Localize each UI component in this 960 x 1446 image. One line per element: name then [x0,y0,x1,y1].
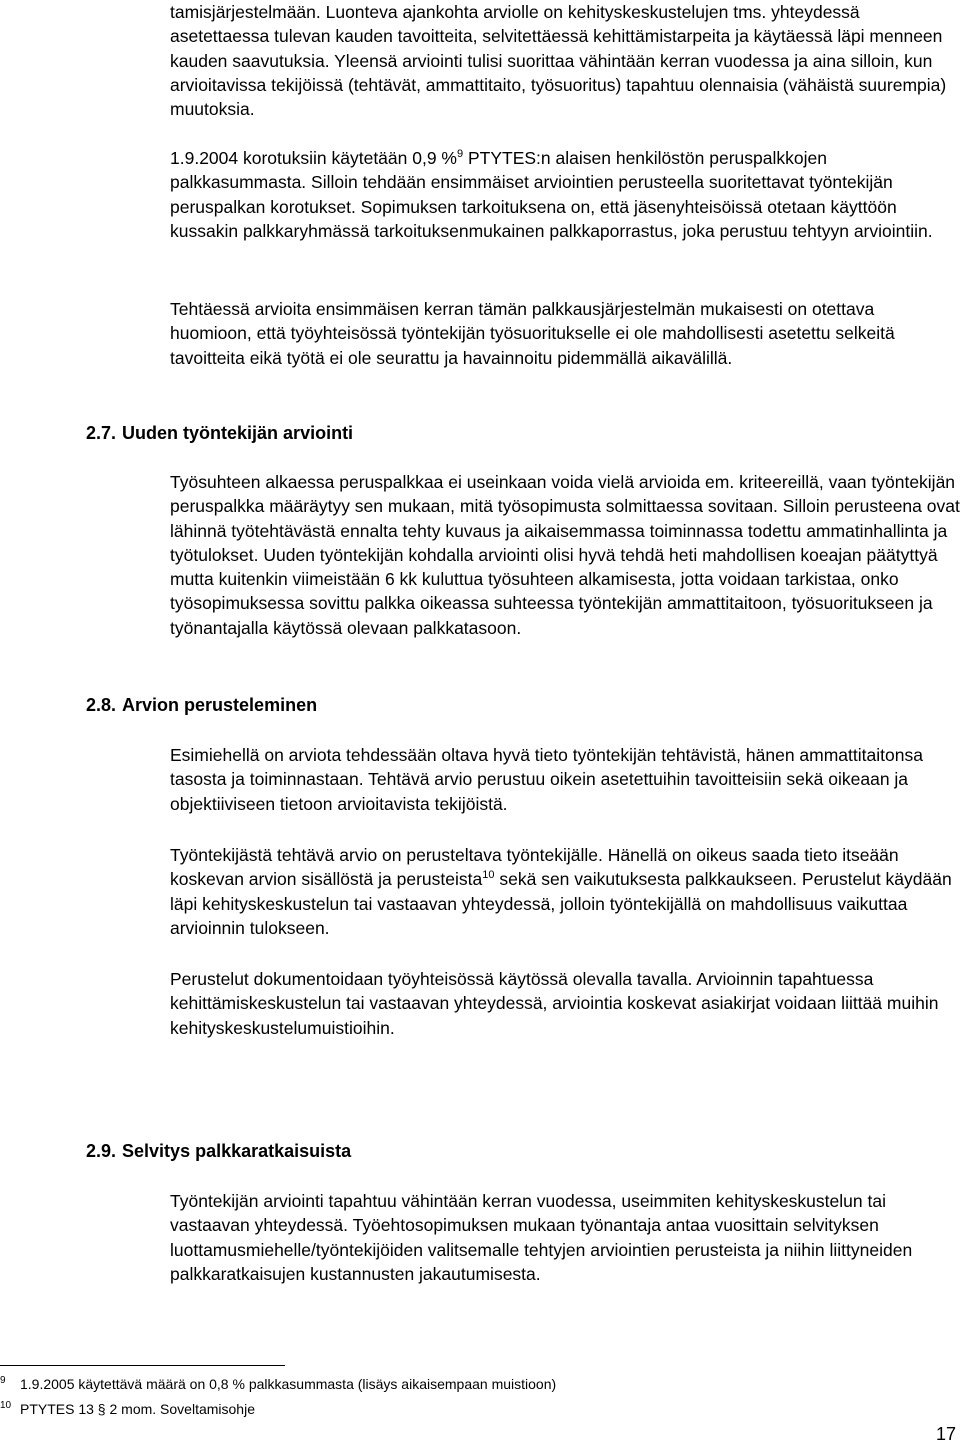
footnote-9 [0,1372,556,1393]
section-2-8-heading [86,693,323,717]
section-2-9-text: Työntekijän arviointi tapahtuu vähintään kerran vuodessa, useimmiten kehityskeskustelun tai vastaavan yhteydessä. Työehtosopimuksen mukaan työnantaja antaa vuosittain selvityksen luottamusmiehelle/työntekijöiden valitsemalle tehtyjen arviointien perusteista ja niihin liittyneiden palkkaratkaisujen kustannusten jakautumisesta. [170,1191,913,1284]
intro-text: tamisjärjestelmään. Luonteva ajankohta arviolle on kehityskeskustelujen tms. yhteydessä asetettaessa tulevan kauden tavoitteita, selvitettäessä kehittämistarpeita ja käytäessä läpi menneen kauden saavutuksia. Yleensä arviointi tulisi suorittaa vähintään kerran vuodessa ja aina silloin, kun arvioitavissa tekijöissä (tehtävät, ammattitaito, työsuoritus) tapahtuu olennaisia (vähäistä suurempia) muutoksia. [170,2,947,120]
section-2-7-number: 2.7. [86,423,117,443]
section-2-8-para-3 [170,967,960,1040]
section-2-8-text-3: Perustelut dokumentoidaan työyhteisössä käytössä olevalla tavalla. Arvioinnin tapahtuessa kehittämiskeskustelun tai vastaavan yhteydessä, arviointia koskevat asiakirjat voidaan liittää muihin kehityskeskustelumuistioihin. [170,969,939,1038]
korotus-text-pre: 1.9.2004 korotuksiin käytetään 0,9 % [170,148,457,168]
footnote-10 [0,1397,255,1418]
section-2-9-title: Selvitys palkkaratkaisuista [122,1141,352,1161]
korotus-text [170,146,960,243]
footnote-divider [0,1365,285,1366]
footnote-10-number: 10 [0,1400,12,1411]
section-2-9-heading [86,1139,357,1163]
section-2-9-body [170,1189,960,1286]
korotus-text-post: PTYTES:n alaisen henkilöstön peruspalkkojen palkkasummasta. Silloin tehdään ensimmäiset arviointien perusteella suoritettavat työntekijän peruspalkan korotukset. Sopimuksen tarkoituksena on, että jäsenyhteisöissä otetaan käyttöön kussakin palkkaryhmässä tarkoituksenmukainen palkkaporrastus, joka perustuu tehtyyn arviointiin. [170,148,933,241]
footnote-9-text: 1.9.2005 käytettävä määrä on 0,8 % palkkasummasta (lisäys aikaisempaan muistioon) [20,1376,557,1392]
korotus-paragraph [170,146,960,243]
section-2-7-heading [86,421,359,445]
footnote-9-number: 9 [0,1375,6,1386]
section-2-9-number: 2.9. [86,1141,117,1161]
section-2-8-text-2-post: sekä sen vaikutuksesta palkkaukseen. Perustelut käydään läpi kehityskeskustelun tai vastaavan yhteydessä, jolloin työntekijällä on mahdollisuus vaikuttaa arvioinnin tulokseen. [170,869,952,938]
section-2-8-para-2 [170,843,960,940]
footnote-ref-9[interactable]: 9 [457,148,464,160]
section-2-7-text: Työsuhteen alkaessa peruspalkkaa ei useinkaan voida vielä arvioida em. kriteereillä, vaan työntekijän peruspalkka määräytyy sen mukaan, mitä työsopimusta solmittaessa sovitaan. Silloin perusteena ovat lähinnä työtehtävästä ennalta tehty kuvaus ja aikaisemmassa toiminnassa todettu ammatinhallinta ja työtulokset. Uuden työntekijän kohdalla arviointi olisi hyvä tehdä heti mahdollisen koeajan päätyttyä mutta kuitenkin viimeistään 6 kk kuluttua työsuhteen alkamisesta, jotta voidaan tarkistaa, onko työsopimuksessa sovittu palkka oikeassa suhteessa työntekijän ammattitaitoon, työsuoritukseen ja työnantajalla käytössä olevaan palkkatasoon. [170,472,960,638]
page-number: 17 [935,1424,956,1444]
tehtaessa-text: Tehtäessä arvioita ensimmäisen kerran tämän palkkausjärjestelmän mukaisesti on otettava huomioon, että työyhteisössä työntekijän työsuoritukselle ei ole mahdollisesti asetettu selkeitä tavoitteita eikä työtä ei ole seurattu ja havainnoitu pidemmällä aikavälillä. [170,299,895,368]
section-2-7-title: Uuden työntekijän arviointi [122,423,354,443]
section-2-8-text-2-pre: Työntekijästä tehtävä arvio on perusteltava työntekijälle. Hänellä on oikeus saada tieto itseään koskevan arvion sisällöstä ja perusteista [170,845,899,890]
section-2-8-para-1 [170,743,960,816]
section-2-7-body [170,470,960,640]
section-2-8-text-2 [170,843,960,940]
section-2-8-title: Arvion perusteleminen [122,695,318,715]
tehtaessa-paragraph [170,297,960,370]
section-2-8-text-1: Esimiehellä on arviota tehdessään oltava hyvä tieto työntekijän tehtävistä, hänen ammattitaitonsa tasosta ja toiminnastaan. Tehtävä arvio perustuu oikein asetettuihin tavoitteisiin sekä oikeaan ja objektiiviseen tietoon arvioitavista tekijöistä. [170,745,923,814]
footnote-ref-10[interactable]: 10 [482,869,495,882]
footnote-10-text: PTYTES 13 § 2 mom. Soveltamisohje [20,1401,255,1417]
section-2-8-number: 2.8. [86,695,117,715]
intro-paragraph [170,0,960,121]
